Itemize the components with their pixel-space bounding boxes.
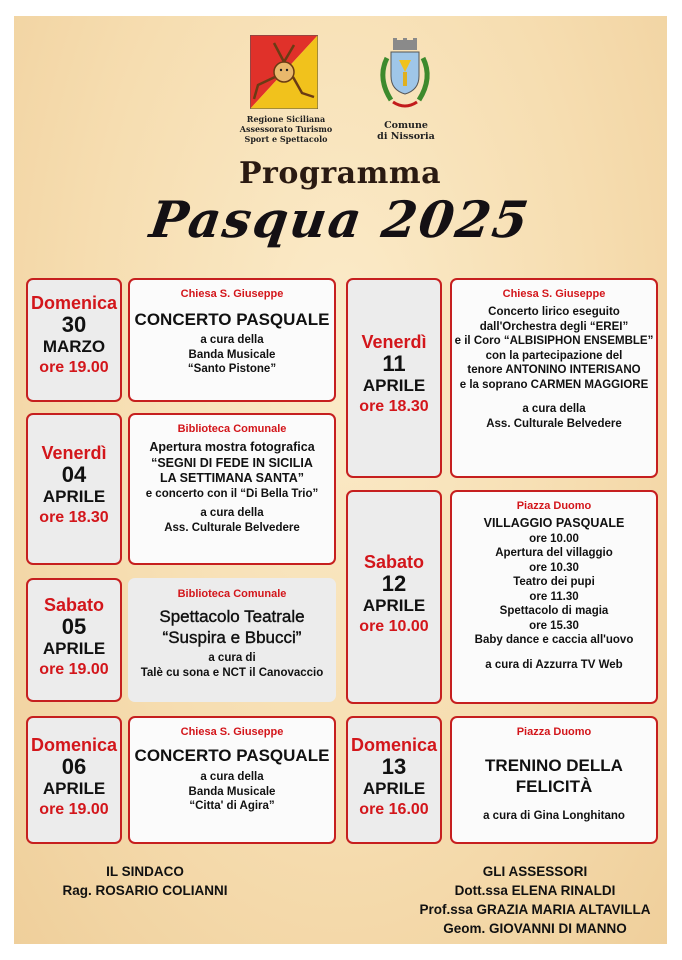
event-line: ore 11.30 (529, 590, 579, 603)
event-title: “Suspira e Bbucci” (162, 628, 302, 647)
event-detail: a cura di (208, 652, 256, 664)
event-date-04-aprile (26, 413, 122, 565)
event-time: ore 19.00 (39, 801, 109, 818)
event-day-of-week: Sabato (43, 595, 104, 615)
event-title: TRENINO DELLA (485, 756, 623, 775)
event-day-of-week: Domenica (350, 735, 438, 755)
event-day-number: 04 (61, 462, 87, 487)
event-detail: a cura di Gina Longhitano (483, 810, 625, 822)
event-line: e la soprano CARMEN MAGGIORE (459, 378, 649, 391)
event-line: Apertura mostra fotografica (149, 440, 315, 454)
comune-nissoria-crest (373, 38, 437, 116)
event-line: ore 15.30 (529, 619, 579, 632)
event-place: Chiesa S. Giuseppe (502, 288, 606, 300)
regione-siciliana-label: Regione Siciliana Assessorato Turismo Sport e Spettacolo (239, 114, 333, 144)
event-line: VILLAGGIO PASQUALE (483, 516, 625, 530)
event-day-of-week: Sabato (363, 552, 424, 572)
event-title: FELICITÀ (515, 777, 593, 796)
event-line: LA SETTIMANA SANTA” (160, 471, 304, 485)
event-title: CONCERTO PASQUALE (134, 746, 330, 765)
event-day-number: 30 (61, 312, 87, 337)
event-detail: a cura di Azzurra TV Web (485, 658, 623, 671)
event-date-11-aprile (346, 278, 442, 478)
event-day-number: 13 (381, 754, 407, 779)
event-day-of-week: Domenica (30, 735, 118, 755)
event-detail: a cura della (522, 403, 586, 415)
event-line: Baby dance e caccia all'uovo (474, 634, 634, 646)
event-detail: Banda Musicale (188, 785, 276, 798)
event-time: ore 19.00 (39, 359, 109, 376)
assessore-name: Geom. GIOVANNI DI MANNO (443, 921, 627, 936)
event-line: dall'Orchestra degli “EREI” (479, 320, 629, 333)
event-line: Teatro dei pupi (513, 576, 595, 588)
event-time: ore 18.30 (359, 398, 429, 415)
assessore-name: Dott.ssa ELENA RINALDI (454, 883, 616, 898)
event-date-13-aprile (346, 716, 442, 844)
regione-siciliana-logo (250, 35, 318, 109)
event-day-of-week: Domenica (30, 293, 118, 313)
event-month: APRILE (362, 596, 426, 615)
comune-label: Comune di Nissoria (377, 120, 435, 142)
event-day-of-week: Venerdì (361, 332, 427, 352)
event-month: MARZO (42, 337, 106, 356)
event-time: ore 16.00 (359, 801, 429, 818)
event-time: ore 10.00 (359, 618, 429, 635)
sindaco-title: IL SINDACO (106, 864, 184, 879)
assessori-signatures (400, 862, 670, 938)
event-line: “SEGNI DI FEDE IN SICILIA (151, 455, 313, 470)
event-month: APRILE (362, 376, 426, 395)
event-day-number: 12 (381, 571, 407, 596)
event-line: Spettacolo di magia (499, 605, 609, 617)
event-line: ore 10.30 (529, 561, 579, 574)
event-date-12-aprile (346, 490, 442, 704)
event-time: ore 18.30 (39, 509, 109, 526)
event-time: ore 19.00 (39, 661, 109, 678)
event-line: ore 10.00 (529, 532, 579, 545)
event-line: con la partecipazione del (485, 349, 623, 362)
event-line: e il Coro “ALBISIPHON ENSEMBLE” (454, 335, 654, 347)
event-date-06-aprile (26, 716, 122, 844)
event-line: Concerto lirico eseguito (488, 306, 620, 318)
event-place: Chiesa S. Giuseppe (180, 288, 284, 300)
event-month: APRILE (362, 779, 426, 798)
event-day-number: 11 (382, 351, 406, 376)
assessori-title: GLI ASSESSORI (482, 864, 588, 879)
event-detail: Banda Musicale (188, 348, 276, 361)
event-title: Spettacolo Teatrale (159, 607, 305, 626)
programma-heading: Programma (238, 156, 442, 191)
event-place: Chiesa S. Giuseppe (180, 726, 284, 738)
event-detail: a cura della (200, 771, 264, 783)
event-line: tenore ANTONINO INTERISANO (467, 364, 641, 376)
sindaco-name: Rag. ROSARIO COLIANNI (62, 883, 228, 898)
event-info-mostra-04-aprile (128, 413, 336, 565)
event-place: Biblioteca Comunale (177, 423, 287, 435)
event-day-number: 05 (61, 614, 87, 639)
event-detail: a cura della (200, 507, 264, 519)
sindaco-signature (30, 862, 260, 900)
event-info-concerto-06-aprile (128, 716, 336, 844)
event-detail: Talè cu sona e NCT il Canovaccio (140, 666, 324, 679)
event-day-of-week: Venerdì (41, 443, 107, 463)
event-detail: a cura della (200, 334, 264, 346)
event-place: Piazza Duomo (516, 500, 592, 512)
assessore-name: Prof.ssa GRAZIA MARIA ALTAVILLA (419, 902, 651, 917)
event-date-05-aprile (26, 578, 122, 702)
event-detail: “Santo Pistone” (187, 363, 277, 375)
event-info-trenino-13-aprile (450, 716, 658, 844)
event-place: Piazza Duomo (516, 726, 592, 738)
event-date-30-marzo (26, 278, 122, 402)
event-line: e concerto con il “Di Bella Trio” (145, 487, 319, 500)
poster-title: Pasqua 2025 (146, 190, 534, 249)
event-detail: “Citta' di Agira” (189, 800, 275, 812)
event-line: Apertura del villaggio (495, 547, 613, 559)
event-info-concerto-30-marzo (128, 278, 336, 402)
event-info-villaggio-12-aprile (450, 490, 658, 704)
event-day-number: 06 (61, 754, 87, 779)
event-detail: Ass. Culturale Belvedere (164, 521, 300, 534)
event-info-teatro-05-aprile (128, 578, 336, 702)
event-title: CONCERTO PASQUALE (134, 310, 330, 329)
event-month: APRILE (42, 487, 106, 506)
event-month: APRILE (42, 779, 106, 798)
event-month: APRILE (42, 639, 106, 658)
event-info-concerto-lirico-11-aprile (450, 278, 658, 478)
event-detail: Ass. Culturale Belvedere (486, 417, 622, 430)
event-place: Biblioteca Comunale (177, 588, 287, 600)
